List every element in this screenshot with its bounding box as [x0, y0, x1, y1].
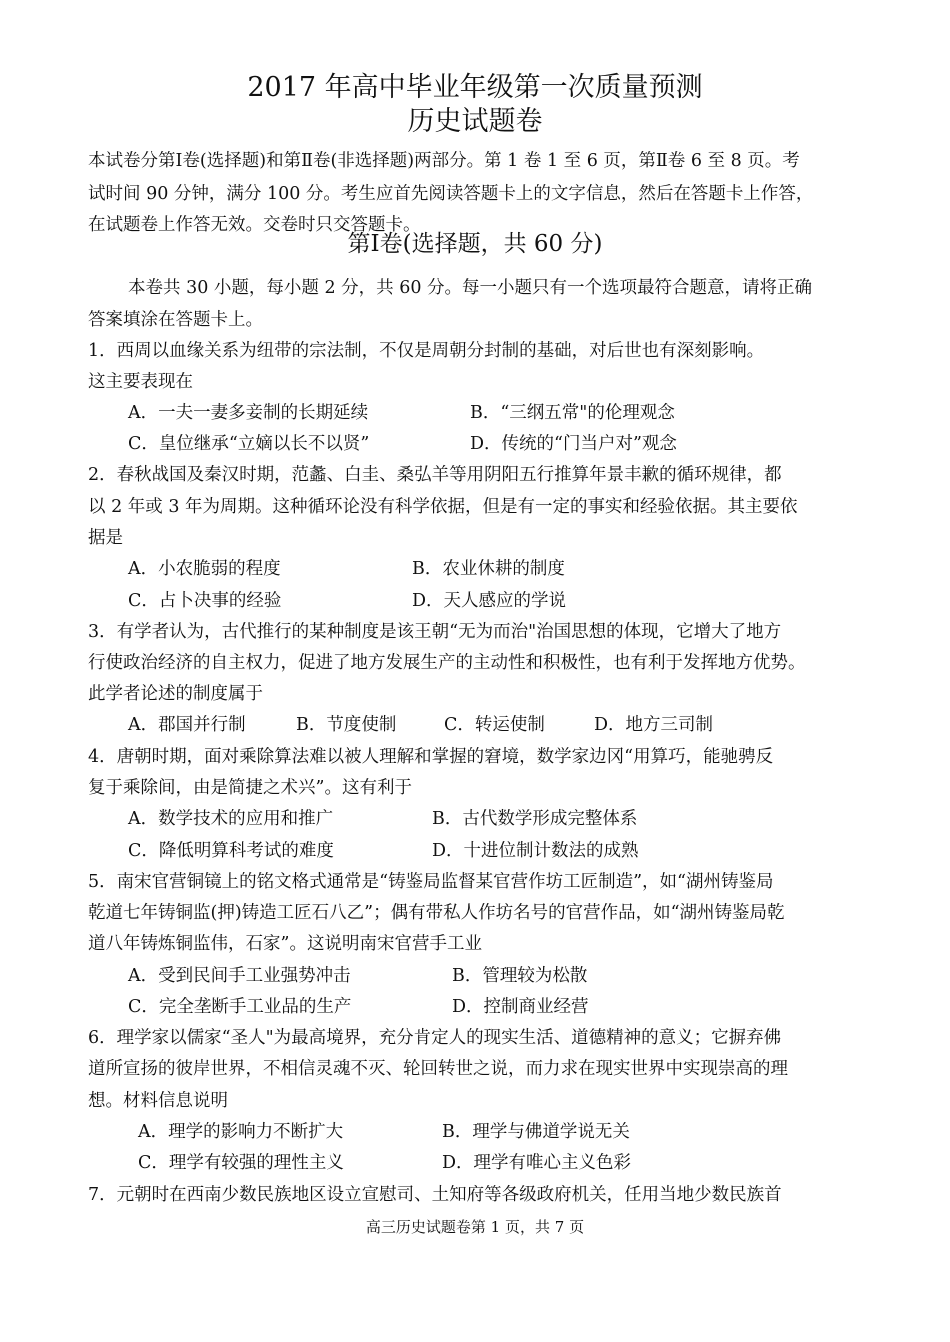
- question-2-option-a: A．小农脆弱的程度: [128, 559, 281, 579]
- question-1-option-c: C．皇位继承“立嫡以长不以贤”: [128, 434, 370, 454]
- question-5-option-d: D．控制商业经营: [452, 997, 589, 1017]
- question-5-option-b: B．管理较为松散: [452, 966, 588, 986]
- question-4-line: 4．唐朝时期，面对乘除算法难以被人理解和掌握的窘境，数学家边冈“用算巧，能驰骋反: [88, 747, 774, 767]
- question-2-option-b: B．农业休耕的制度: [412, 559, 565, 579]
- question-3-option-c: C．转运使制: [444, 715, 545, 735]
- question-2-option-c: C．占卜决事的经验: [128, 591, 282, 611]
- exam-title: 2017 年高中毕业年级第一次质量预测: [247, 72, 703, 103]
- question-1-option-a: A．一夫一妻多妾制的长期延续: [128, 403, 369, 423]
- page-footer: 高三历史试题卷第 1 页，共 7 页: [365, 1218, 585, 1236]
- question-2-line: 据是: [88, 528, 123, 548]
- question-1-option-d: D．传统的“门当户对”观念: [470, 434, 677, 454]
- question-1-line: 1．西周以血缘关系为纽带的宗法制，不仅是周朝分封制的基础，对后世也有深刻影响。: [88, 341, 765, 361]
- question-6-option-a: A．理学的影响力不断扩大: [138, 1122, 344, 1142]
- question-2-option-d: D．天人感应的学说: [412, 591, 567, 611]
- question-5-line: 道八年铸炼铜监伟，石家”。这说明南宋官营手工业: [88, 934, 482, 954]
- question-5-option-a: A．受到民间手工业强势冲击: [128, 966, 351, 986]
- question-3-option-a: A．郡国并行制: [128, 715, 246, 735]
- question-3-option-d: D．地方三司制: [594, 715, 714, 735]
- question-4-option-c: C．降低明算科考试的难度: [128, 841, 334, 861]
- question-4-option-b: B．古代数学形成完整体系: [432, 809, 638, 829]
- question-6-line: 想。材料信息说明: [88, 1091, 228, 1111]
- intro-line: 在试题卷上作答无效。交卷时只交答题卡。: [88, 215, 421, 235]
- question-4-option-a: A．数学技术的应用和推广: [128, 809, 334, 829]
- section-title: 第Ⅰ卷(选择题，共 60 分): [347, 231, 603, 257]
- intro-line: 本试卷分第Ⅰ卷(选择题)和第Ⅱ卷(非选择题)两部分。第 1 卷 1 至 6 页，第Ⅱ卷 6 至 8 页。考: [88, 151, 800, 171]
- question-6-line: 道所宣扬的彼岸世界，不相信灵魂不灭、轮回转世之说，而力求在现实世界中实现崇高的理: [88, 1059, 788, 1079]
- question-6-option-b: B．理学与佛道学说无关: [442, 1122, 630, 1142]
- question-1-option-b: B．“三纲五常"的伦理观念: [470, 403, 675, 423]
- exam-subtitle: 历史试题卷: [407, 106, 543, 137]
- question-6-option-c: C．理学有较强的理性主义: [138, 1153, 344, 1173]
- question-7-line: 7．元朝时在西南少数民族地区设立宣慰司、土知府等各级政府机关，任用当地少数民族首: [88, 1185, 782, 1205]
- question-5-line: 5．南宋官营铜镜上的铭文格式通常是“铸鉴局监督某官营作坊工匠制造”，如“湖州铸鉴局: [88, 872, 774, 892]
- question-3-line: 行使政治经济的自主权力，促进了地方发展生产的主动性和积极性，也有利于发挥地方优势。: [88, 653, 806, 673]
- question-5-option-c: C．完全垄断手工业品的生产: [128, 997, 352, 1017]
- question-5-line: 乾道七年铸铜监(押)铸造工匠石八乙”；偶有带私人作坊名号的官营作品，如“湖州铸鉴局乾: [88, 903, 785, 923]
- question-2-line: 2．春秋战国及秦汉时期，范蠡、白圭、桑弘羊等用阴阳五行推算年景丰歉的循环规律，都: [88, 465, 782, 485]
- question-3-line: 3．有学者认为，古代推行的某种制度是该王朝“无为而治"治国思想的体现，它增大了地方: [88, 622, 782, 642]
- question-2-line: 以 2 年或 3 年为周期。这种循环论没有科学依据，但是有一定的事实和经验依据。其主要依: [88, 497, 798, 517]
- instruction-line: 答案填涂在答题卡上。: [88, 310, 263, 330]
- question-6-option-d: D．理学有唯心主义色彩: [442, 1153, 632, 1173]
- question-6-line: 6．理学家以儒家“圣人"为最高境界，充分肯定人的现实生活、道德精神的意义；它摒弃佛: [88, 1028, 782, 1048]
- question-4-option-d: D．十进位制计数法的成熟: [432, 841, 639, 861]
- question-1-line: 这主要表现在: [88, 372, 193, 392]
- question-3-option-b: B．节度使制: [296, 715, 397, 735]
- question-3-line: 此学者论述的制度属于: [88, 684, 263, 704]
- intro-line: 试时间 90 分钟，满分 100 分。考生应首先阅读答题卡上的文字信息，然后在答题卡上作答，: [88, 184, 814, 204]
- question-4-line: 复于乘除间，由是简捷之术兴”。这有利于: [88, 778, 412, 798]
- instruction-line: 本卷共 30 小题，每小题 2 分，共 60 分。每一小题只有一个选项最符合题意，请将正确: [128, 278, 813, 298]
